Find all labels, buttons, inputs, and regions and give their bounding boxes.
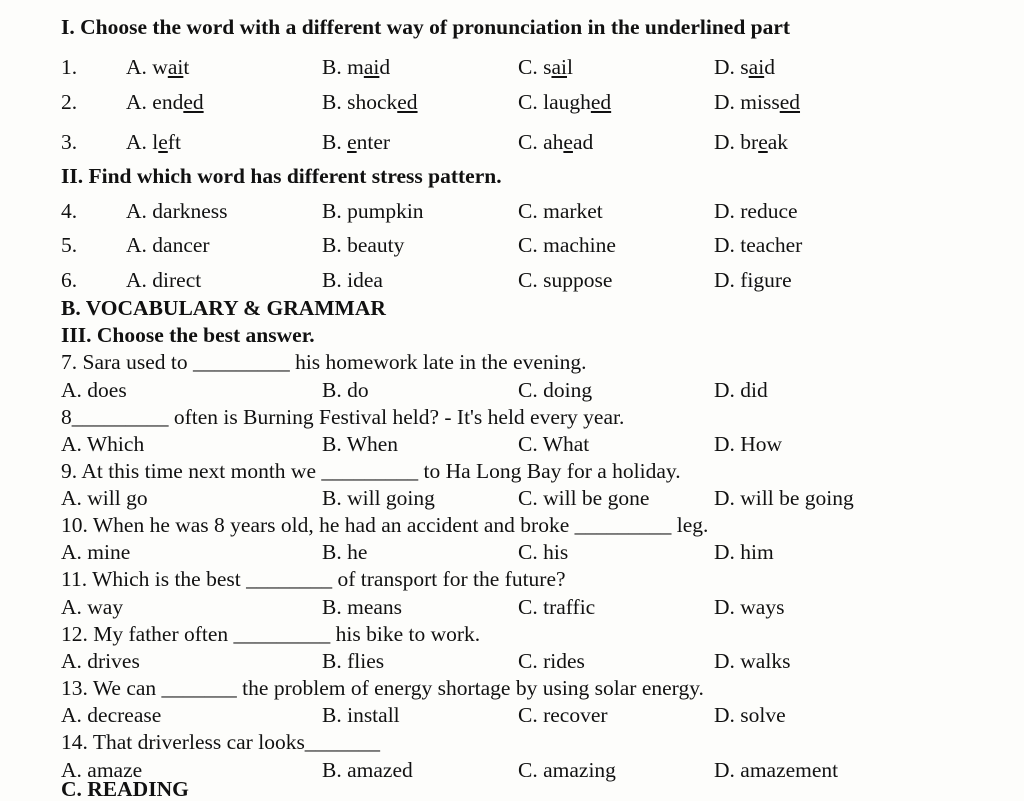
option-c: C. What [518, 432, 590, 456]
grammar-options-13 [61, 705, 961, 729]
option-d: D. solve [714, 703, 786, 727]
grammar-options-9 [61, 488, 961, 512]
underlined-part: ed [590, 90, 612, 114]
option-c: C. his [518, 540, 569, 564]
option-b: B. shocked [322, 90, 418, 114]
grammar-question-14: 14. That driverless car looks_______ [61, 730, 381, 754]
option-a: A. mine [61, 540, 131, 564]
option-c: C. rides [518, 649, 585, 673]
option-d: D. him [714, 540, 774, 564]
grammar-options-7 [61, 380, 961, 404]
question-number: 3. [61, 130, 78, 154]
option-a: A. decrease [61, 703, 162, 727]
option-c: C. will be gone [518, 486, 650, 510]
option-a: A. wait [126, 55, 190, 79]
option-a: A. darkness [126, 199, 228, 223]
underlined-part: ed [183, 90, 204, 114]
section-2-title: II. Find which word has different stress pattern. [61, 164, 502, 188]
question-number: 5. [61, 233, 78, 257]
option-b: B. beauty [322, 233, 405, 257]
grammar-question-8: 8_________ often is Burning Festival held? - It's held every year. [61, 405, 625, 429]
option-b: B. install [322, 703, 400, 727]
option-b: B. pumpkin [322, 199, 424, 223]
underlined-part: ai [748, 55, 765, 79]
pronunciation-row-2 [61, 92, 961, 116]
part-b-title: B. VOCABULARY & GRAMMAR [61, 296, 386, 320]
option-c: C. traffic [518, 595, 596, 619]
grammar-options-10 [61, 542, 961, 566]
stress-row-4 [61, 201, 961, 225]
option-b: B. maid [322, 55, 391, 79]
option-a: A. direct [126, 268, 202, 292]
option-c: C. laughed [518, 90, 612, 114]
grammar-question-9: 9. At this time next month we _________ to Ha Long Bay for a holiday. [61, 459, 681, 483]
option-d: D. amazement [714, 758, 839, 782]
underlined-part: e [158, 130, 168, 154]
option-b: B. he [322, 540, 368, 564]
option-d: D. walks [714, 649, 791, 673]
grammar-question-12: 12. My father often _________ his bike to work. [61, 622, 481, 646]
option-d: D. said [714, 55, 775, 79]
grammar-question-11: 11. Which is the best ________ of transport for the future? [61, 567, 566, 591]
option-c: C. ahead [518, 130, 594, 154]
option-b: B. enter [322, 130, 391, 154]
underlined-part: e [347, 130, 357, 154]
option-d: D. figure [714, 268, 792, 292]
option-b: B. will going [322, 486, 435, 510]
option-c: C. sail [518, 55, 573, 79]
question-number: 1. [61, 55, 78, 79]
option-d: D. teacher [714, 233, 803, 257]
pronunciation-row-3 [61, 132, 961, 156]
grammar-options-11 [61, 597, 961, 621]
option-b: B. idea [322, 268, 383, 292]
stress-row-6 [61, 270, 961, 294]
option-b: B. means [322, 595, 403, 619]
option-d: D. will be going [714, 486, 854, 510]
question-number: 6. [61, 268, 78, 292]
option-c: C. suppose [518, 268, 613, 292]
option-a: A. drives [61, 649, 140, 673]
underlined-part: ai [551, 55, 567, 79]
option-d: D. How [714, 432, 783, 456]
option-b: B. do [322, 378, 369, 402]
section-1-title: I. Choose the word with a different way of pronunciation in the underlined part [61, 15, 791, 39]
option-a: A. will go [61, 486, 148, 510]
option-c: C. machine [518, 233, 616, 257]
underlined-part: e [758, 130, 768, 154]
option-a: A. does [61, 378, 127, 402]
question-number: 4. [61, 199, 78, 223]
option-a: A. amaze [61, 758, 143, 782]
underlined-part: ed [779, 90, 801, 114]
grammar-question-10: 10. When he was 8 years old, he had an accident and broke _________ leg. [61, 513, 709, 537]
option-c: C. recover [518, 703, 608, 727]
grammar-options-12 [61, 651, 961, 675]
option-a: A. Which [61, 432, 145, 456]
next-section-title-partial: C. READING [61, 777, 189, 801]
option-b: B. When [322, 432, 399, 456]
underlined-part: ai [167, 55, 184, 79]
option-c: C. doing [518, 378, 593, 402]
stress-row-5 [61, 235, 961, 259]
underlined-part: ed [397, 90, 418, 114]
option-b: B. amazed [322, 758, 413, 782]
underlined-part: e [563, 130, 573, 154]
option-c: C. amazing [518, 758, 616, 782]
question-number: 2. [61, 90, 78, 114]
option-a: A. ended [126, 90, 204, 114]
underlined-part: ai [363, 55, 380, 79]
grammar-question-7: 7. Sara used to _________ his homework late in the evening. [61, 350, 587, 374]
option-d: D. ways [714, 595, 785, 619]
option-c: C. market [518, 199, 603, 223]
option-d: D. reduce [714, 199, 798, 223]
option-d: D. break [714, 130, 789, 154]
option-b: B. flies [322, 649, 385, 673]
option-a: A. dancer [126, 233, 210, 257]
option-a: A. left [126, 130, 181, 154]
option-a: A. way [61, 595, 124, 619]
grammar-question-13: 13. We can _______ the problem of energy shortage by using solar energy. [61, 676, 704, 700]
option-d: D. did [714, 378, 768, 402]
grammar-options-8 [61, 434, 961, 458]
option-d: D. missed [714, 90, 801, 114]
section-3-title: III. Choose the best answer. [61, 323, 315, 347]
grammar-options-14 [61, 760, 961, 784]
pronunciation-row-1 [61, 57, 961, 81]
